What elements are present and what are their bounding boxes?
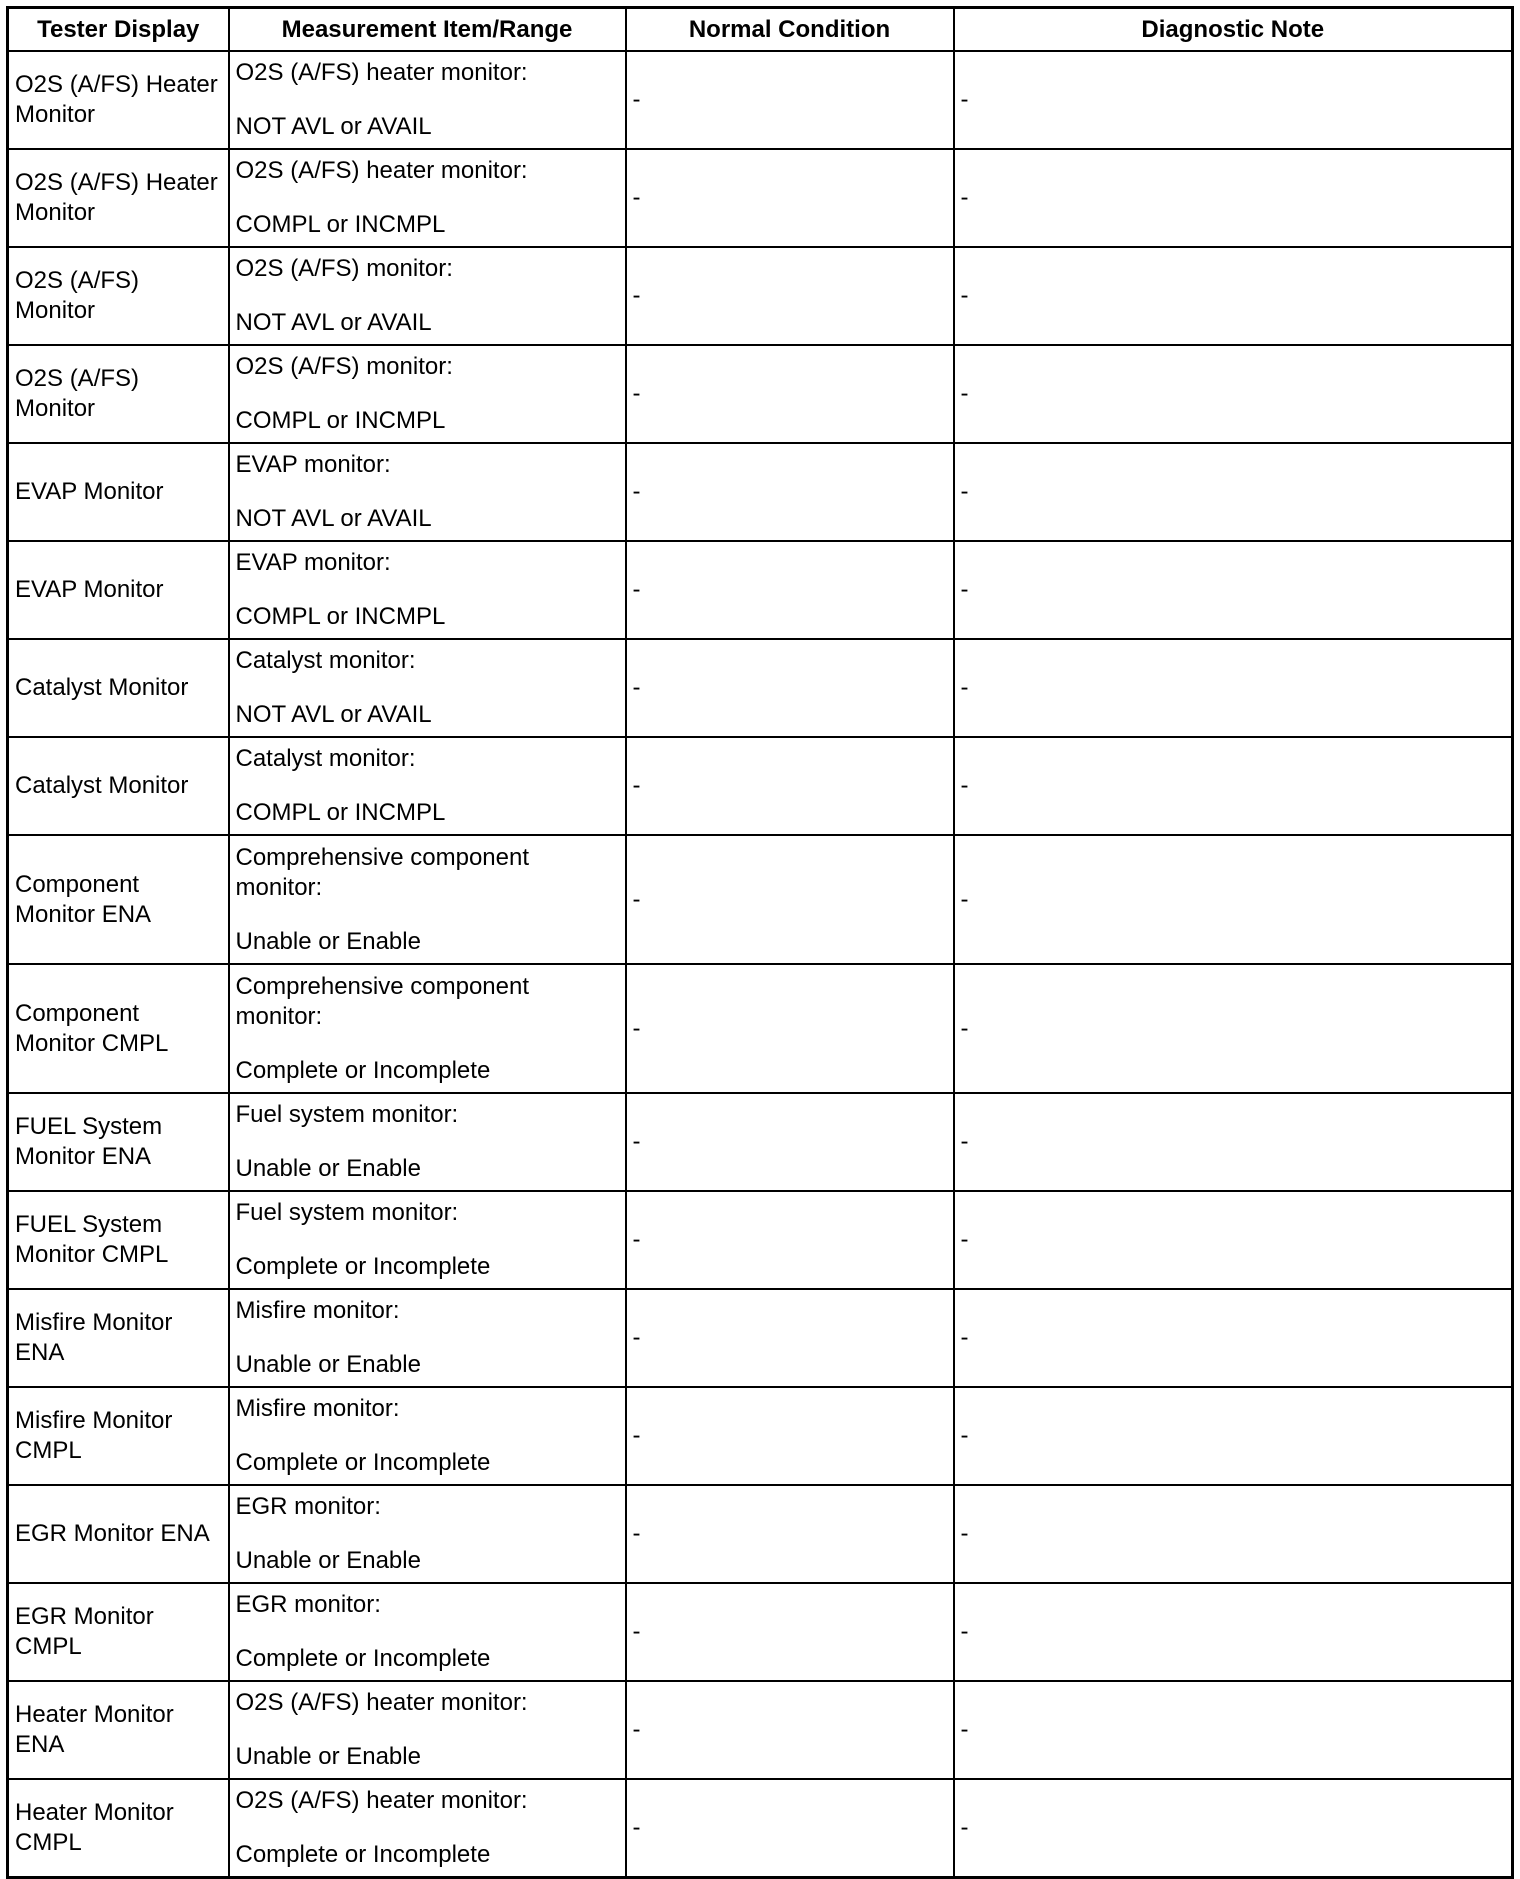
- measurement-item: Misfire monitor:: [235, 1395, 400, 1422]
- normal-condition-cell: -: [626, 1191, 954, 1289]
- measurement-item: EGR monitor:: [235, 1591, 381, 1618]
- measurement-cell: [229, 1681, 626, 1779]
- normal-condition-cell: -: [626, 1681, 954, 1779]
- tester-display-cell: Heater Monitor CMPL: [8, 1779, 229, 1878]
- measurement-range: Unable or Enable: [235, 1155, 421, 1182]
- diagnostic-note-cell: -: [954, 964, 1513, 1093]
- measurement-item: Catalyst monitor:: [235, 647, 416, 674]
- table-row: [8, 737, 1513, 835]
- normal-condition-cell: -: [626, 1093, 954, 1191]
- measurement-range: Complete or Incomplete: [235, 1449, 491, 1476]
- measurement-item: Catalyst monitor:: [235, 745, 416, 772]
- tester-display-cell: O2S (A/FS) Heater Monitor: [8, 51, 229, 149]
- header-tester-display: Tester Display: [8, 8, 229, 52]
- diagnostic-note-cell: -: [954, 835, 1513, 964]
- tester-display-cell: EGR Monitor ENA: [8, 1485, 229, 1583]
- measurement-range: Unable or Enable: [235, 927, 421, 955]
- tester-display-cell: Component Monitor CMPL: [8, 964, 229, 1093]
- normal-condition-cell: -: [626, 639, 954, 737]
- measurement-range: Complete or Incomplete: [235, 1645, 491, 1672]
- measurement-range: Unable or Enable: [235, 1351, 421, 1378]
- tester-display-cell: O2S (A/FS) Heater Monitor: [8, 149, 229, 247]
- table-row: [8, 1583, 1513, 1681]
- measurement-cell: [229, 1583, 626, 1681]
- measurement-cell: [229, 964, 626, 1093]
- diagnostic-note-cell: -: [954, 149, 1513, 247]
- table-row: [8, 1485, 1513, 1583]
- measurement-item: O2S (A/FS) monitor:: [235, 353, 453, 380]
- diagnostic-note-cell: -: [954, 541, 1513, 639]
- normal-condition-cell: -: [626, 1779, 954, 1878]
- measurement-cell: [229, 737, 626, 835]
- measurement-item: Fuel system monitor:: [235, 1199, 459, 1226]
- measurement-range: Complete or Incomplete: [235, 1253, 491, 1280]
- table-row: [8, 1191, 1513, 1289]
- diagnostic-note-cell: -: [954, 1289, 1513, 1387]
- measurement-cell: [229, 1779, 626, 1878]
- normal-condition-cell: -: [626, 1583, 954, 1681]
- measurement-cell: [229, 1191, 626, 1289]
- measurement-range: NOT AVL or AVAIL: [235, 505, 432, 532]
- normal-condition-cell: -: [626, 1289, 954, 1387]
- normal-condition-cell: -: [626, 443, 954, 541]
- measurement-cell: [229, 443, 626, 541]
- table-row: [8, 1779, 1513, 1878]
- normal-condition-cell: -: [626, 345, 954, 443]
- tester-display-cell: Misfire Monitor ENA: [8, 1289, 229, 1387]
- measurement-range: COMPL or INCMPL: [235, 603, 446, 630]
- normal-condition-cell: -: [626, 737, 954, 835]
- measurement-range: Unable or Enable: [235, 1743, 421, 1770]
- diagnostic-note-cell: -: [954, 639, 1513, 737]
- measurement-range: COMPL or INCMPL: [235, 407, 446, 434]
- tester-display-cell: FUEL System Monitor ENA: [8, 1093, 229, 1191]
- normal-condition-cell: -: [626, 149, 954, 247]
- normal-condition-cell: -: [626, 835, 954, 964]
- monitor-status-table: [6, 6, 1514, 1879]
- diagnostic-note-cell: -: [954, 1681, 1513, 1779]
- tester-display-cell: EVAP Monitor: [8, 541, 229, 639]
- measurement-range: NOT AVL or AVAIL: [235, 309, 432, 336]
- tester-display-cell: Misfire Monitor CMPL: [8, 1387, 229, 1485]
- diagnostic-note-cell: -: [954, 1779, 1513, 1878]
- tester-display-cell: Heater Monitor ENA: [8, 1681, 229, 1779]
- measurement-cell: [229, 1387, 626, 1485]
- table-row: [8, 149, 1513, 247]
- measurement-range: COMPL or INCMPL: [235, 211, 446, 238]
- header-normal-condition: Normal Condition: [626, 8, 954, 52]
- table-row: [8, 1387, 1513, 1485]
- measurement-cell: [229, 247, 626, 345]
- measurement-cell: [229, 51, 626, 149]
- diagnostic-note-cell: -: [954, 51, 1513, 149]
- tester-display-cell: FUEL System Monitor CMPL: [8, 1191, 229, 1289]
- measurement-item: Comprehensive component monitor:: [235, 972, 529, 1030]
- table-row: [8, 345, 1513, 443]
- table-row: [8, 541, 1513, 639]
- measurement-item: O2S (A/FS) heater monitor:: [235, 157, 528, 184]
- table-row: [8, 1289, 1513, 1387]
- tester-display-cell: Catalyst Monitor: [8, 737, 229, 835]
- measurement-item: O2S (A/FS) heater monitor:: [235, 1689, 528, 1716]
- measurement-cell: [229, 345, 626, 443]
- tester-display-cell: O2S (A/FS) Monitor: [8, 345, 229, 443]
- diagnostic-note-cell: -: [954, 1485, 1513, 1583]
- table-row: [8, 1093, 1513, 1191]
- table-row: [8, 443, 1513, 541]
- tester-display-cell: Component Monitor ENA: [8, 835, 229, 964]
- header-diagnostic-note: Diagnostic Note: [954, 8, 1513, 52]
- measurement-item: Fuel system monitor:: [235, 1101, 459, 1128]
- table-row: [8, 639, 1513, 737]
- header-measurement-item: Measurement Item/Range: [229, 8, 626, 52]
- header-row: [8, 8, 1513, 52]
- measurement-cell: [229, 149, 626, 247]
- normal-condition-cell: -: [626, 51, 954, 149]
- diagnostic-note-cell: -: [954, 1191, 1513, 1289]
- measurement-item: Comprehensive component monitor:: [235, 843, 529, 901]
- measurement-range: NOT AVL or AVAIL: [235, 701, 432, 728]
- table-row: [8, 51, 1513, 149]
- measurement-item: Misfire monitor:: [235, 1297, 400, 1324]
- measurement-item: O2S (A/FS) heater monitor:: [235, 1787, 528, 1814]
- diagnostic-note-cell: -: [954, 737, 1513, 835]
- measurement-item: EVAP monitor:: [235, 451, 391, 478]
- measurement-range: Complete or Incomplete: [235, 1056, 491, 1084]
- normal-condition-cell: -: [626, 541, 954, 639]
- tester-display-cell: EGR Monitor CMPL: [8, 1583, 229, 1681]
- measurement-range: Complete or Incomplete: [235, 1841, 491, 1868]
- tester-display-cell: O2S (A/FS) Monitor: [8, 247, 229, 345]
- measurement-item: EVAP monitor:: [235, 549, 391, 576]
- table-row: [8, 1681, 1513, 1779]
- measurement-item: O2S (A/FS) monitor:: [235, 255, 453, 282]
- normal-condition-cell: -: [626, 964, 954, 1093]
- diagnostic-note-cell: -: [954, 1387, 1513, 1485]
- normal-condition-cell: -: [626, 1387, 954, 1485]
- measurement-range: NOT AVL or AVAIL: [235, 113, 432, 140]
- diagnostic-note-cell: -: [954, 345, 1513, 443]
- normal-condition-cell: -: [626, 1485, 954, 1583]
- measurement-cell: [229, 1289, 626, 1387]
- measurement-item: O2S (A/FS) heater monitor:: [235, 59, 528, 86]
- table-row: [8, 964, 1513, 1093]
- table-row: [8, 247, 1513, 345]
- measurement-range: COMPL or INCMPL: [235, 799, 446, 826]
- table-row: [8, 835, 1513, 964]
- diagnostic-note-cell: -: [954, 247, 1513, 345]
- measurement-item: EGR monitor:: [235, 1493, 381, 1520]
- measurement-cell: [229, 541, 626, 639]
- diagnostic-note-cell: -: [954, 443, 1513, 541]
- measurement-cell: [229, 1485, 626, 1583]
- tester-display-cell: Catalyst Monitor: [8, 639, 229, 737]
- tester-display-cell: EVAP Monitor: [8, 443, 229, 541]
- measurement-cell: [229, 835, 626, 964]
- measurement-cell: [229, 639, 626, 737]
- diagnostic-note-cell: -: [954, 1093, 1513, 1191]
- normal-condition-cell: -: [626, 247, 954, 345]
- measurement-range: Unable or Enable: [235, 1547, 421, 1574]
- measurement-cell: [229, 1093, 626, 1191]
- diagnostic-note-cell: -: [954, 1583, 1513, 1681]
